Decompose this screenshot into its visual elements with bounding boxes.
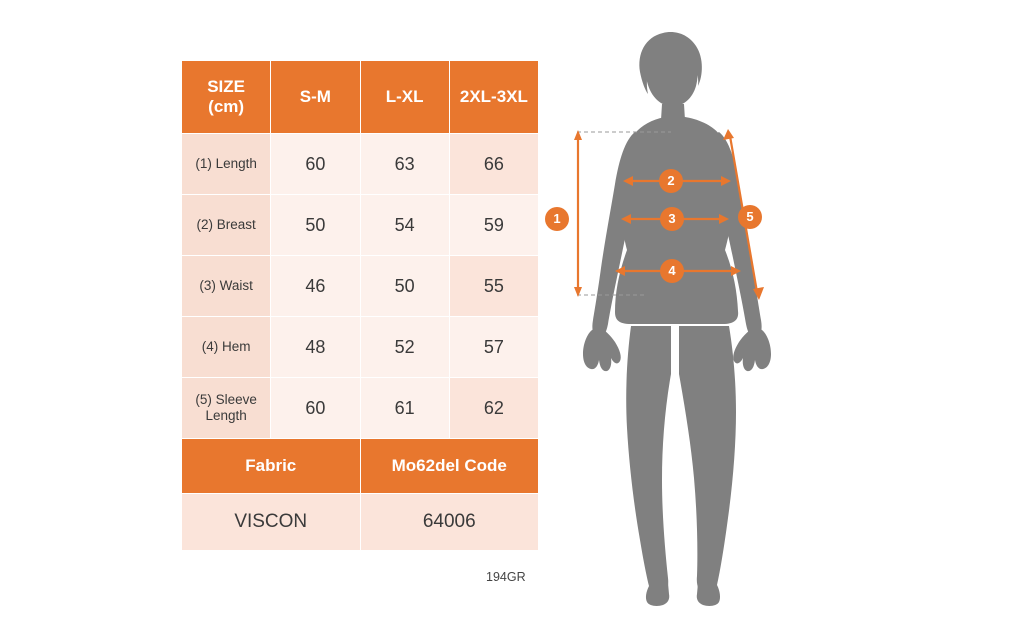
- footer-value-fabric: VISCON: [182, 494, 361, 551]
- table-footer-value-row: [182, 494, 539, 551]
- footer-value-model-code: 64006: [360, 494, 539, 551]
- cell-breast-2xl-3xl: 59: [449, 195, 538, 256]
- cell-sleeve-2xl-3xl: 62: [449, 378, 538, 439]
- marker-2-breast: 2: [659, 169, 683, 193]
- size-header-line1: SIZE: [207, 77, 246, 97]
- column-header-2xl-3xl: 2XL-3XL: [449, 61, 538, 134]
- cell-sleeve-l-xl: 61: [360, 378, 449, 439]
- column-header-size: [182, 61, 271, 134]
- footer-header-fabric: Fabric: [182, 439, 361, 494]
- cell-waist-l-xl: 50: [360, 256, 449, 317]
- cell-hem-2xl-3xl: 57: [449, 317, 538, 378]
- cell-length-2xl-3xl: 66: [449, 134, 538, 195]
- column-header-l-xl: L-XL: [360, 61, 449, 134]
- cell-length-l-xl: 63: [360, 134, 449, 195]
- marker-3-waist: 3: [660, 207, 684, 231]
- table-row: [182, 134, 539, 195]
- row-label-hem: (4) Hem: [182, 317, 271, 378]
- table-row: [182, 317, 539, 378]
- cell-hem-l-xl: 52: [360, 317, 449, 378]
- cell-breast-l-xl: 54: [360, 195, 449, 256]
- cell-waist-s-m: 46: [271, 256, 360, 317]
- column-header-s-m: S-M: [271, 61, 360, 134]
- size-table: [181, 60, 539, 551]
- table-row: [182, 195, 539, 256]
- row-label-breast: (2) Breast: [182, 195, 271, 256]
- marker-1-length: 1: [545, 207, 569, 231]
- figure-svg: [545, 20, 845, 610]
- table-row: [182, 378, 539, 439]
- footer-header-model-code: Mo62del Code: [360, 439, 539, 494]
- cell-hem-s-m: 48: [271, 317, 360, 378]
- row-label-sleeve-length: (5) Sleeve Length: [182, 378, 271, 439]
- row-label-length: (1) Length: [182, 134, 271, 195]
- cell-breast-s-m: 50: [271, 195, 360, 256]
- body-silhouette: [583, 32, 771, 606]
- cell-waist-2xl-3xl: 55: [449, 256, 538, 317]
- cell-sleeve-s-m: 60: [271, 378, 360, 439]
- table-footer-header-row: [182, 439, 539, 494]
- marker-5-sleeve-length: 5: [738, 205, 762, 229]
- marker-4-hem: 4: [660, 259, 684, 283]
- fabric-weight-label: 194GR: [486, 570, 526, 584]
- row-label-waist: (3) Waist: [182, 256, 271, 317]
- size-header-line2: (cm): [208, 97, 245, 116]
- mannequin-figure: [545, 20, 845, 610]
- table-header-row: [182, 61, 539, 134]
- table-row: [182, 256, 539, 317]
- cell-length-s-m: 60: [271, 134, 360, 195]
